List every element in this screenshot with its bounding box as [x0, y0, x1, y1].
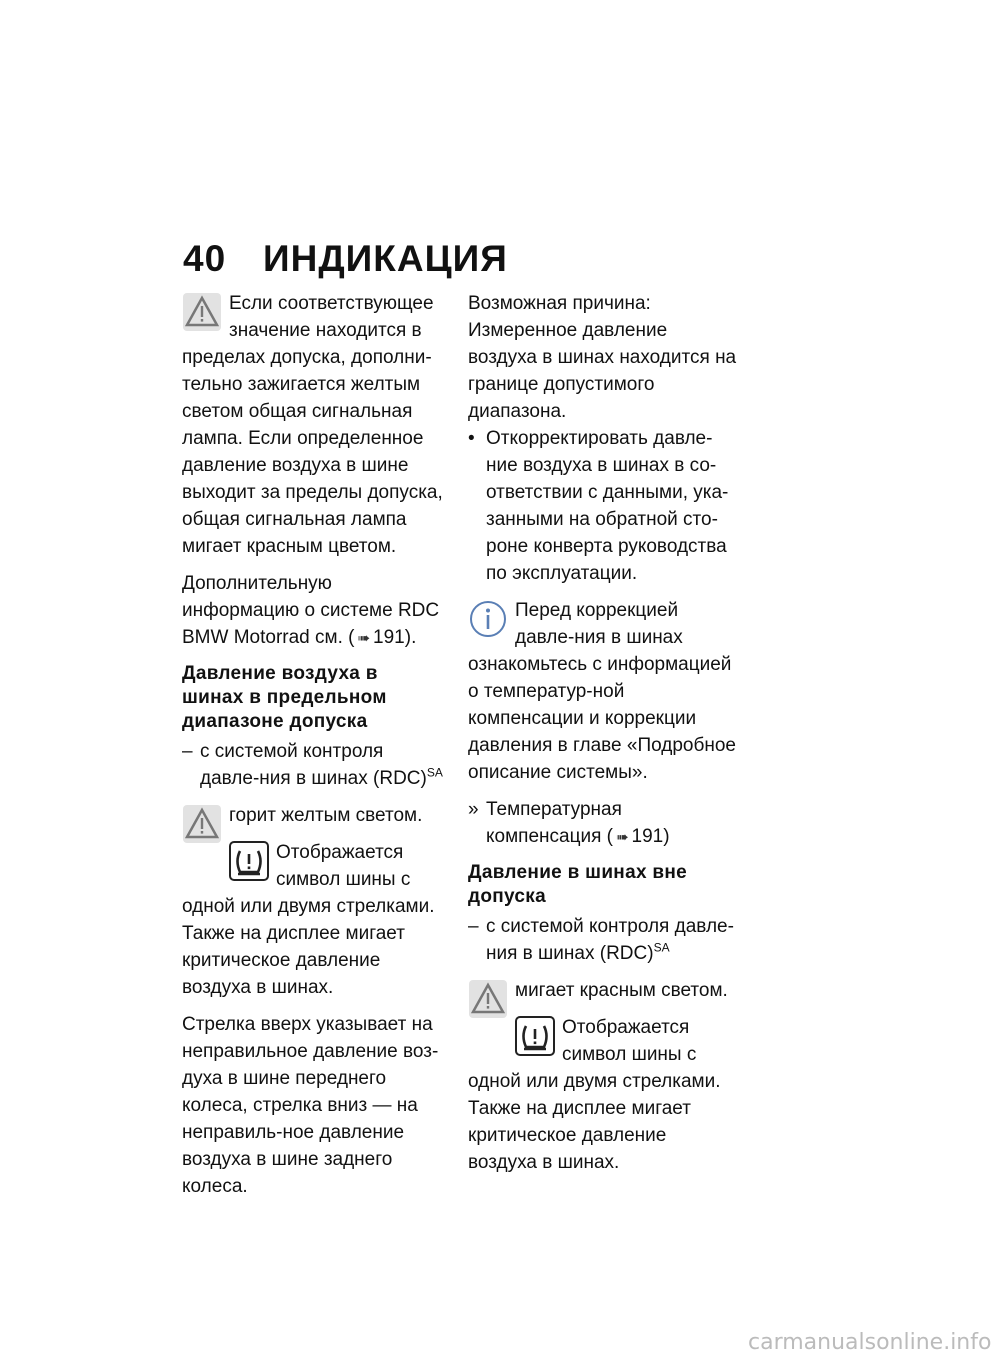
left-column	[182, 290, 444, 1200]
page-ref[interactable]: 191).	[373, 627, 417, 648]
section-heading-2: Давление в шинах вне допуска	[468, 862, 688, 907]
warning-row	[182, 802, 444, 829]
info-paragraph	[468, 597, 740, 786]
warning-paragraph	[182, 290, 444, 560]
left-text-5: Стрелка вверх указывает на неправильное давление воз-духа в шине переднего колеса, стрелка вниз — на неправиль-ное давление воздуха в шине заднего колеса.	[182, 1014, 439, 1197]
left-text-1: Если соответствующее значение находится в пределах допуска, дополни-тельно зажигается желтым светом общая сигнальная лампа. Если определенное давление воздуха в шине выходит за пределы допуска, общая сигнальная лампа мигает красным цветом.	[182, 293, 443, 557]
left-text-2: Дополнительную информацию о системе RDC BMW Motorrad см. ( ➠ 191).	[182, 570, 444, 652]
right-column	[468, 290, 740, 1176]
section-heading-1: Давление воздуха в шинах в предельном диапазоне допуска	[182, 663, 387, 732]
arrow-reference-icon: ➠	[357, 630, 371, 647]
left-text-4: Отображается символ шины с одной или двумя стрелками. Также на дисплее мигает критическое давление воздуха в шинах.	[182, 842, 435, 998]
left-text-3: горит желтым светом.	[229, 805, 423, 826]
right-text-2: Перед коррекцией давле-ния в шинах ознакомьтесь с информацией о температур-ной компенсации и коррекции давления в главе «Подробное описание системы».	[468, 600, 737, 783]
info-icon	[468, 599, 508, 641]
tire-pressure-icon	[515, 1016, 555, 1056]
warning-row	[468, 977, 740, 1004]
sa-superscript: SA	[426, 765, 443, 780]
tire-pressure-icon	[229, 841, 269, 881]
sa-superscript: SA	[653, 940, 670, 955]
warning-triangle-icon	[182, 804, 222, 844]
dash-item-1: – с системой контроля давле-ния в шинах (RDC)$^{SA}$	[182, 741, 443, 789]
page-ref[interactable]: 191)	[631, 826, 670, 847]
bullet-item: • Откорректировать давле-ние воздуха в шинах в со-ответствии с данными, ука-занными на обратной сто-роне конверта руководства по эксплуатации.	[468, 428, 729, 584]
page-number: 40	[183, 238, 227, 279]
arrow-reference-icon: ➠	[615, 829, 629, 846]
right-text-3: мигает красным светом.	[515, 980, 728, 1001]
tire-paragraph	[468, 1014, 740, 1176]
watermark: carmanualsonline.info	[748, 1330, 991, 1355]
reference-item: » Температурная компенсация ( ➠ 191)	[468, 796, 740, 851]
page-title: ИНДИКАЦИЯ	[263, 238, 508, 279]
warning-triangle-icon	[468, 979, 508, 1019]
dash-item-2: – с системой контроля давле-ния в шинах (RDC)$^{SA}$	[468, 916, 734, 964]
right-text-4: Отображается символ шины с одной или двумя стрелками. Также на дисплее мигает критическое давление воздуха в шинах.	[468, 1017, 721, 1173]
warning-triangle-icon	[182, 292, 222, 332]
page-header	[183, 238, 508, 280]
right-text-1: Возможная причина: Измеренное давление воздуха в шинах находится на границе допустимого диапазона.	[468, 293, 737, 422]
tire-paragraph	[182, 839, 444, 1001]
